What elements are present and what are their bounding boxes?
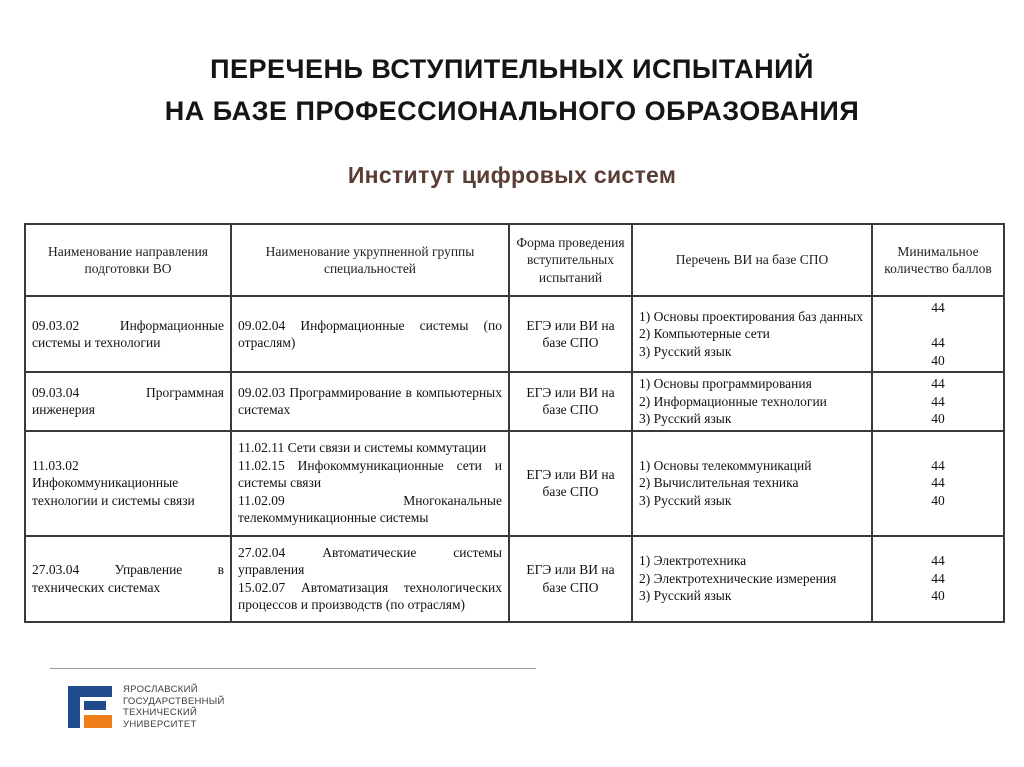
footer-divider xyxy=(50,668,536,669)
score-value: 40 xyxy=(931,352,945,368)
exam-item: 3) Русский язык xyxy=(639,343,732,359)
exams-cell xyxy=(632,296,872,372)
score-cell xyxy=(872,431,1004,536)
exam-item: 3) Русский язык xyxy=(639,492,732,508)
group-item: 11.02.15 Инфокоммуникационные сети и системы связи xyxy=(238,457,502,491)
exam-item: 3) Русский язык xyxy=(639,411,732,426)
table-row xyxy=(25,431,1004,536)
logo-blue-bar-top xyxy=(68,686,112,697)
exam-item: 2) Вычислительная техника xyxy=(639,475,799,491)
form-cell: ЕГЭ или ВИ на базе СПО xyxy=(509,431,632,536)
institute-subtitle: Институт цифровых систем xyxy=(347,162,677,188)
score-value: 44 xyxy=(931,376,945,391)
exam-item: 1) Электротехника xyxy=(639,553,747,569)
group-item: 27.02.04 Автоматические системы управления xyxy=(238,544,502,577)
exam-item: 2) Компьютерные сети xyxy=(639,326,770,342)
university-logo-icon xyxy=(66,684,114,730)
title-line-1: ПЕРЕЧЕНЬ ВСТУПИТЕЛЬНЫХ ИСПЫТАНИЙ xyxy=(210,54,814,84)
score-cell xyxy=(872,536,1004,622)
score-value: 44 xyxy=(931,553,945,569)
university-name xyxy=(123,684,225,730)
group-item: 09.02.04 Информационные системы (по отраслям) xyxy=(238,317,502,350)
university-name-line: ТЕХНИЧЕСКИЙ xyxy=(123,707,198,718)
score-value: 44 xyxy=(931,457,945,473)
column-header-min-score: Минимальное количество баллов xyxy=(872,224,1004,296)
table-row xyxy=(25,536,1004,622)
group-cell xyxy=(231,431,509,536)
exams-cell xyxy=(632,372,872,431)
group-cell xyxy=(231,372,509,431)
group-item: 15.02.07 Автоматизация технологических процессов и производств (по отраслям) xyxy=(238,579,502,612)
direction-cell: 27.03.04 Управление в технических системах xyxy=(25,536,231,622)
score-value: 44 xyxy=(931,300,945,315)
column-header-form: Форма проведения вступительных испытаний xyxy=(509,224,632,296)
exam-item: 2) Информационные технологии xyxy=(639,393,827,409)
score-value: 44 xyxy=(931,570,945,586)
score-value: 40 xyxy=(931,588,945,604)
form-cell: ЕГЭ или ВИ на базе СПО xyxy=(509,536,632,622)
university-name-line: УНИВЕРСИТЕТ xyxy=(123,718,197,730)
group-cell xyxy=(231,296,509,372)
entrance-exams-table xyxy=(24,223,1005,623)
university-name-line: ГОСУДАРСТВЕННЫЙ xyxy=(123,695,225,707)
exam-item: 3) Русский язык xyxy=(639,588,732,604)
score-cell xyxy=(872,296,1004,372)
group-item: 11.02.11 Сети связи и системы коммутации xyxy=(238,440,487,456)
score-value: 44 xyxy=(931,335,945,350)
score-value: 44 xyxy=(931,393,945,409)
exam-item: 1) Основы телекоммуникаций xyxy=(639,457,812,473)
column-header-direction: Наименование направления подготовки ВО xyxy=(25,224,231,296)
exams-cell xyxy=(632,431,872,536)
group-item: 11.02.09 Многоканальные телекоммуникационные системы xyxy=(238,492,502,526)
exams-cell xyxy=(632,536,872,622)
group-item: 09.02.03 Программирование в компьютерных системах xyxy=(238,384,502,418)
column-header-group: Наименование укрупненной группы специальностей xyxy=(231,224,509,296)
title-line-2: НА БАЗЕ ПРОФЕССИОНАЛЬНОГО ОБРАЗОВАНИЯ xyxy=(164,96,860,126)
group-cell xyxy=(231,536,509,622)
direction-cell: 09.03.02 Информационные системы и технологии xyxy=(25,296,231,372)
direction-cell: 11.03.02 Инфокоммуникационные технологии и системы связи xyxy=(25,431,231,536)
table-row xyxy=(25,296,1004,372)
exam-item: 2) Электротехнические измерения xyxy=(639,570,837,586)
score-cell xyxy=(872,372,1004,431)
exam-item: 1) Основы программирования xyxy=(639,376,812,391)
form-cell: ЕГЭ или ВИ на базе СПО xyxy=(509,296,632,372)
table-header-row xyxy=(25,224,1004,296)
table-row xyxy=(25,372,1004,431)
column-header-exams: Перечень ВИ на базе СПО xyxy=(632,224,872,296)
logo-orange-bar xyxy=(84,715,112,728)
direction-cell: 09.03.04 Программная инженерия xyxy=(25,372,231,431)
score-value: 40 xyxy=(931,492,945,508)
score-value: 40 xyxy=(931,411,945,426)
page-title xyxy=(0,48,1024,132)
score-spacer xyxy=(879,317,997,335)
score-value: 44 xyxy=(931,475,945,491)
university-name-line: ЯРОСЛАВСКИЙ xyxy=(123,684,198,695)
exam-item: 1) Основы проектирования баз данных xyxy=(639,308,863,324)
form-cell: ЕГЭ или ВИ на базе СПО xyxy=(509,372,632,431)
logo-blue-bar-mid xyxy=(84,701,106,710)
